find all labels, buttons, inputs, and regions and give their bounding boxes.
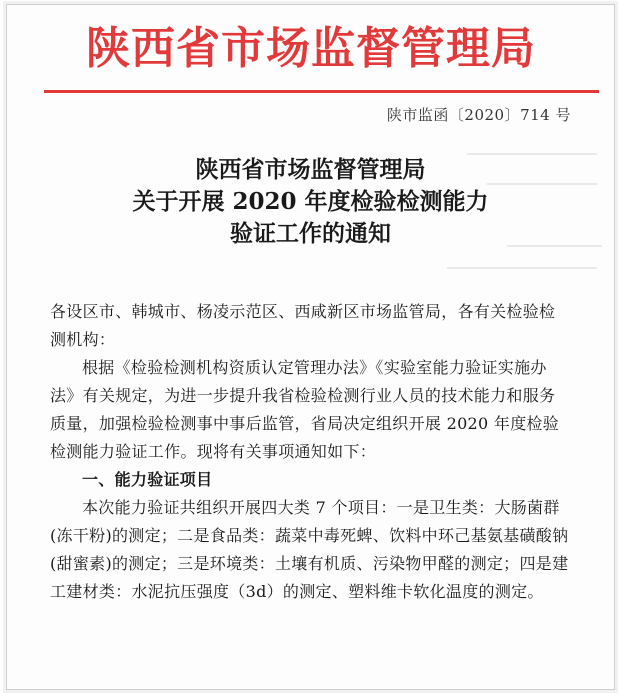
letterhead-red-rule [44, 90, 599, 93]
section-heading-1: 一、能力验证项目 [82, 470, 213, 489]
paragraph-projects: 本次能力验证共组织开展四大类 7 个项目：一是卫生类：大肠菌群(冻干粉)的测定；二是食品类：蔬菜中毒死蜱、饮料中环己基氨基磺酸钠(甜蜜素)的测定；三是环境类：土壤有机质、污染物甲醛的测定；四是建工建材类：水泥抗压强度（3d）的测定、塑料维卡软化温度的测定。 [50, 498, 569, 601]
salutation: 各设区市、韩城市、杨凌示范区、西咸新区市场监管局，各有关检验检测机构： [50, 302, 556, 349]
bleed-through-line [447, 267, 597, 269]
document-body [50, 298, 570, 606]
title-line-2: 关于开展 2020 年度检验检测能力 [132, 188, 489, 215]
document-title [0, 154, 621, 250]
title-line-3: 验证工作的通知 [230, 220, 391, 247]
title-line-1: 陕西省市场监督管理局 [195, 156, 426, 183]
organization-letterhead: 陕西省市场监督管理局 [86, 23, 536, 74]
document-number: 陕市监函〔2020〕714 号 [386, 106, 571, 124]
paragraph-intro: 根据《检验检测机构资质认定管理办法》《实验室能力验证实施办法》有关规定，为进一步提升我省检验检测行业人员的技术能力和服务质量，加强检验检测事中事后监管，省局决定组织开展 2020 年度检验检测能力验证工作。现将有关事项通知如下： [50, 358, 560, 461]
